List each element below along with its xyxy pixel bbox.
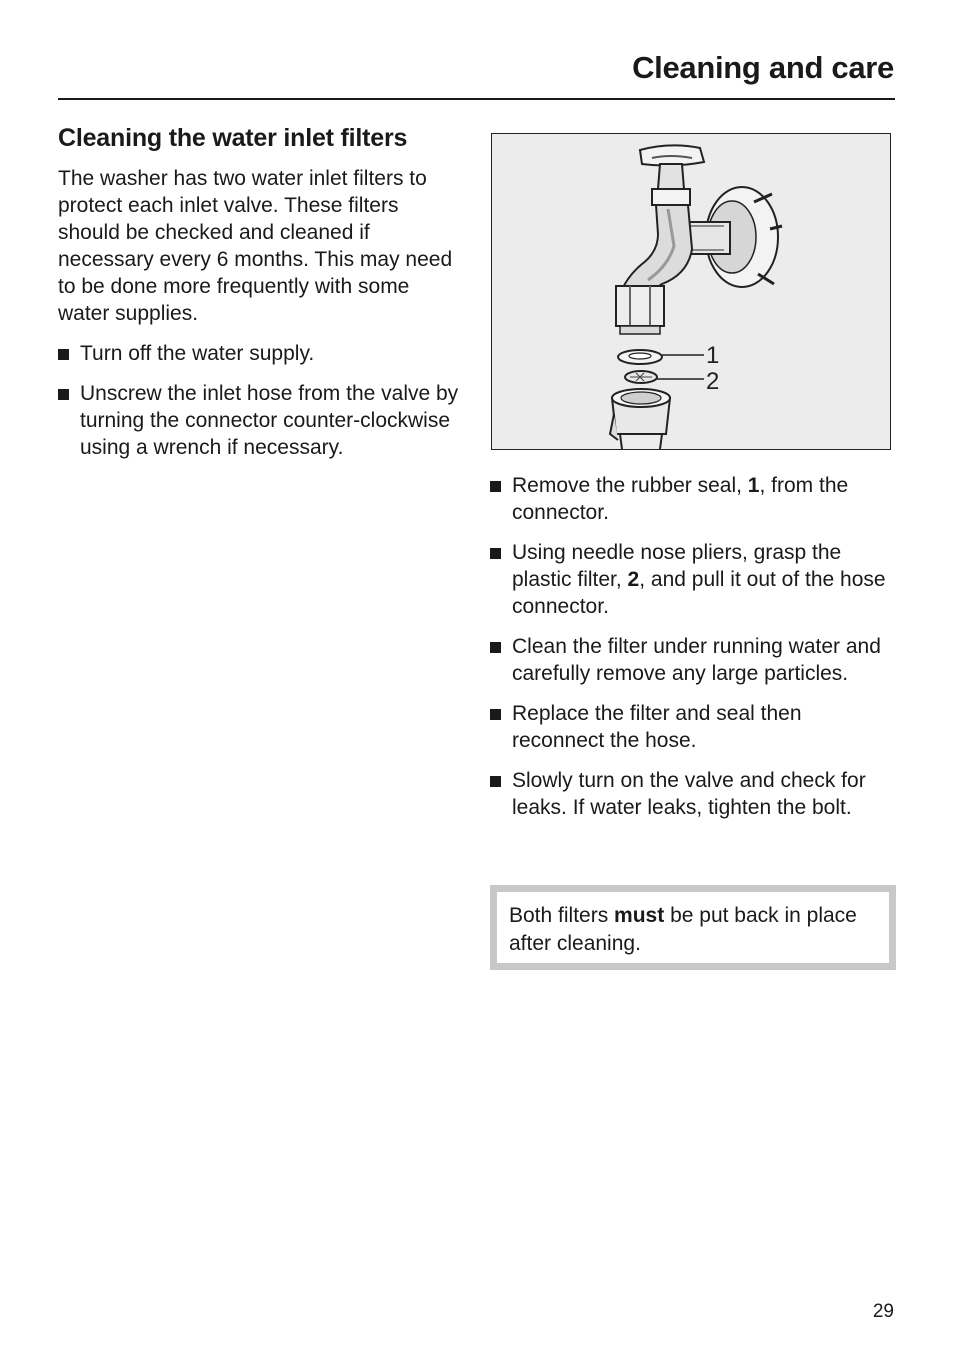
note-emphasis: must (614, 904, 665, 927)
bullet-text: Turn off the water supply. (80, 342, 315, 365)
bullet-square-icon (490, 642, 501, 653)
header-rule (58, 98, 895, 100)
bullet-text-post: , and pull it out of the hose connector. (512, 568, 886, 618)
right-bullet-list (490, 472, 894, 821)
bullet-text: Clean the filter under running water and carefully remove any large particles. (512, 635, 881, 685)
intro-paragraph: The washer has two water inlet filters to protect each inlet valve. These filters should be checked and cleaned if necessary every 6 months. This may need to be done more frequently with some water supplies. (58, 167, 453, 325)
bullet-square-icon (58, 349, 69, 360)
callout-ref: 2 (627, 568, 640, 591)
bullet-item (490, 700, 894, 754)
bullet-item (58, 340, 466, 367)
bullet-item (58, 380, 466, 461)
bullet-text: Unscrew the inlet hose from the valve by turning the connector counter-clockwise using a wrench if necessary. (80, 382, 459, 459)
bullet-item (490, 539, 894, 620)
callout-label-1: 1 (706, 342, 720, 369)
left-column (58, 124, 466, 474)
section-title: Cleaning the water inlet filters (58, 124, 408, 152)
bullet-square-icon (490, 709, 501, 720)
hex-nut (616, 286, 664, 334)
valve-drawing (492, 134, 890, 449)
bullet-square-icon (58, 389, 69, 400)
note-box (490, 885, 896, 970)
callout-ref: 1 (747, 474, 760, 497)
hose-connector (610, 389, 670, 449)
page-number: 29 (872, 1301, 894, 1322)
bullet-square-icon (490, 776, 501, 787)
bullet-text-pre: Remove the rubber seal, (512, 474, 748, 497)
bullet-text-post: , from the connector. (512, 474, 849, 524)
valve-handle (640, 145, 704, 165)
page-header-title: Cleaning and care (632, 50, 894, 85)
bullet-square-icon (490, 481, 501, 492)
bullet-square-icon (490, 548, 501, 559)
rubber-seal (618, 350, 662, 364)
bullet-text: Replace the filter and seal then reconnect the hose. (512, 702, 802, 752)
plastic-filter (625, 371, 657, 383)
right-column (490, 472, 894, 834)
callout-label-2: 2 (706, 368, 720, 395)
valve-illustration (491, 133, 891, 450)
bullet-item (490, 767, 894, 821)
bullet-text-pre: Using needle nose pliers, grasp the plastic filter, (512, 541, 842, 591)
note-text-pre: Both filters (509, 904, 615, 927)
bullet-item (490, 472, 894, 526)
bullet-item (490, 633, 894, 687)
note-text-post: be put back in place after cleaning. (509, 904, 857, 955)
left-bullet-list (58, 340, 466, 461)
bullet-text: Slowly turn on the valve and check for leaks. If water leaks, tighten the bolt. (512, 769, 866, 819)
